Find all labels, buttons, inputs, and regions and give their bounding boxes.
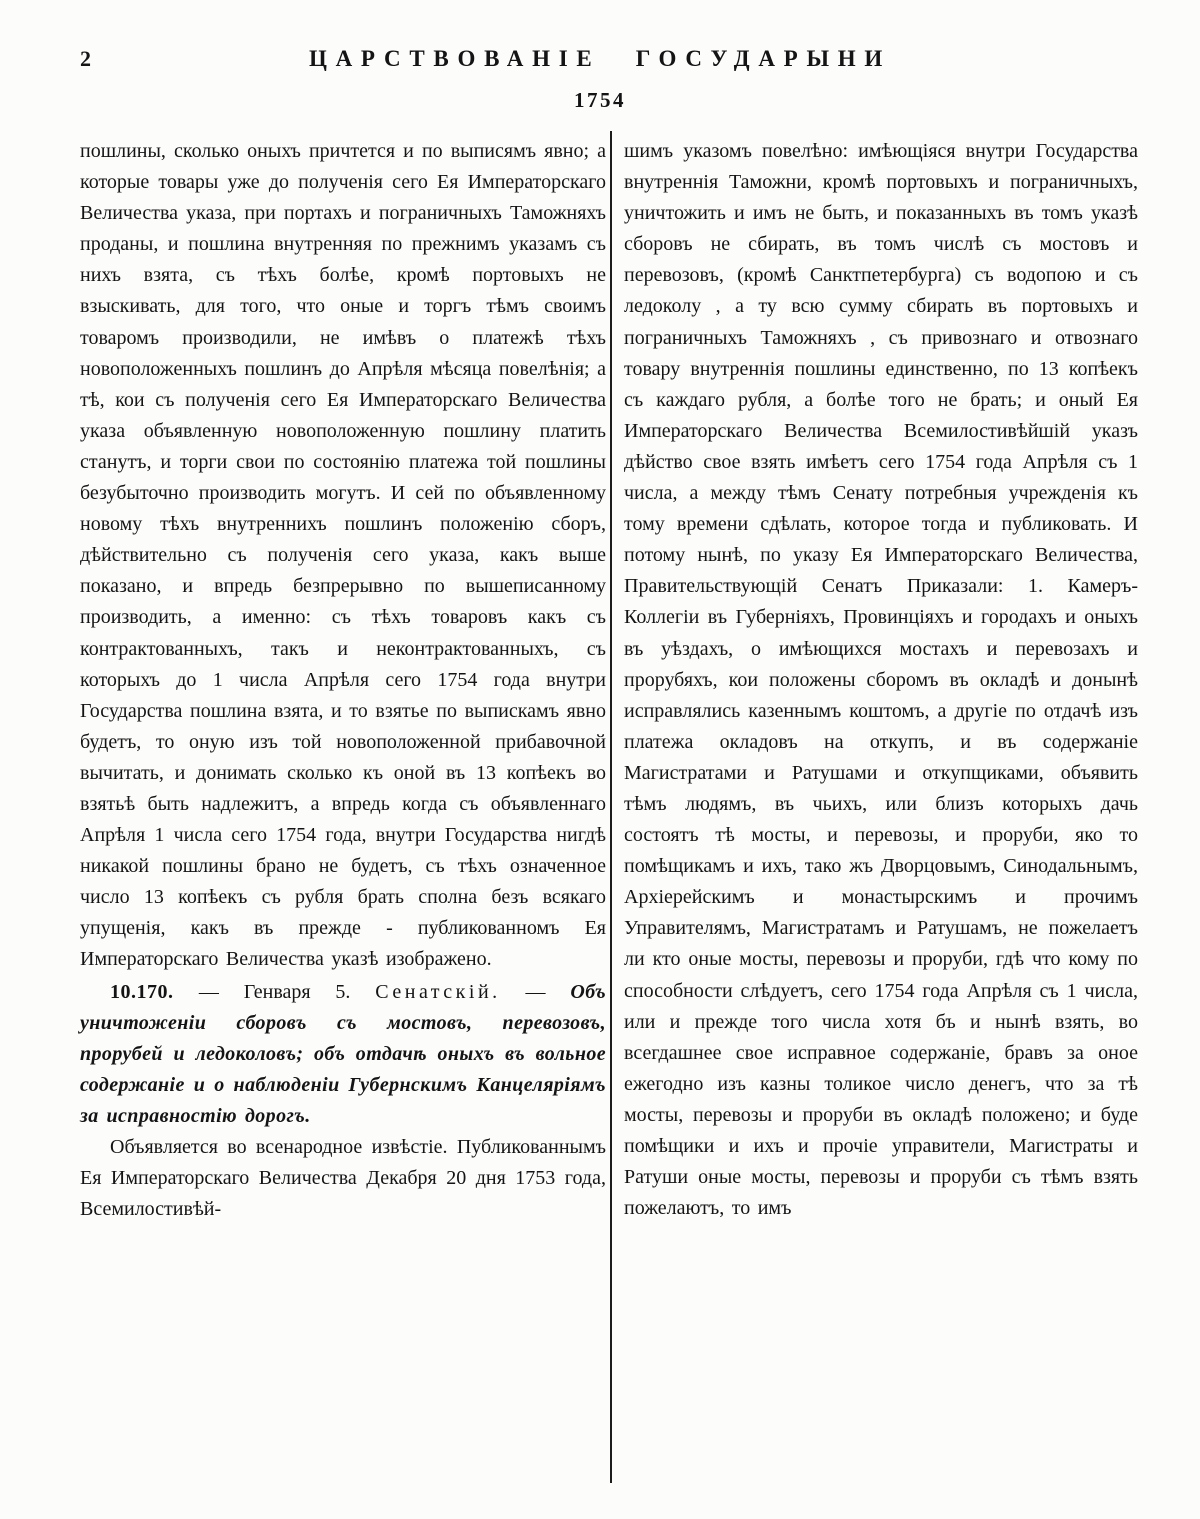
page-number: 2 (80, 46, 91, 71)
running-title: ЦАРСТВОВАНІЕ ГОСУДАРЫНИ (308, 46, 892, 71)
statute-title: Объ уничтоженіи сборовъ съ мостовъ, перевозовъ, прорубей и ледоколовъ; объ отдачѣ оныхъ въ вольное содержаніе и о наблюденіи Губернскимъ Канцеляріямъ за исправностію дорогъ. (80, 980, 607, 1127)
right-paragraph-continuation: шимъ указомъ повелѣно: имѣющіяся внутри Государства внутреннія Таможни, кромѣ портовыхъ и пограничныхъ, уничтожить и имъ не быть, и показанныхъ въ томъ указѣ сборовъ не сбирать, въ томъ числѣ съ мостовъ и перевозовъ, (кромѣ Санктпетербурга) съ водопою и съ ледоколу , а ту всю сумму сбирать въ портовыхъ и пограничныхъ Таможняхъ , съ привознаго и отвознаго товару внутреннія пошлины единственно, по 13 копѣекъ съ каждаго рубля, а болѣе того не брать; и оный Ея Императорскаго Величества Всемилостивѣйшій указъ дѣйство свое взять имѣетъ сего 1754 года Апрѣля съ 1 числа, а между тѣмъ Сенату потребныя учрежденія къ тому времени сдѣлать, которое тогда и публиковать. И потому нынѣ, по указу Ея Императорскаго Величества, Правительствующій Сенатъ Приказали: 1. Камеръ-Коллегіи въ Губерніяхъ, Провинціяхъ и городахъ и оныхъ въ уѣздахъ, о имѣющихся мостахъ и перевозахъ и прорубяхъ, кои положены сборомъ въ окладѣ и донынѣ исправлялись казеннымъ коштомъ, а другіе по отдачѣ изъ платежа окладовъ на откупъ, и въ содержаніе Магистратами и Ратушами и откупщиками, объявить тѣмъ людямъ, въ чьихъ, или близъ которыхъ дачь состоятъ тѣ мосты, и перевозы, и проруби, яко то помѣщикамъ и ихъ, тако жъ Дворцовымъ, Синодальнымъ, Архіерейскимъ и монастырскимъ и прочимъ Управителямъ, Магистратамъ и Ратушамъ, не пожелаетъ ли кто оные мосты, перевозы и проруби, гдѣ что кому по способности слѣдуетъ, сего 1754 года Апрѣля съ 1 числа, или и прежде того числа хотя бъ и нынѣ взять, во всегдашнее свое исправное содержаніе, бравъ за оное ежегодно изъ казны толикое число денегъ, что за тѣ мосты, перевозы и проруби въ окладѣ положено; и буде помѣщики и ихъ и прочіе управители, Магистраты и Ратуши оные мосты, перевозы и проруби съ тѣмъ взять пожелаютъ, то имъ (624, 140, 1138, 1220)
running-year: 1754 (573, 88, 627, 112)
statute-type: Сенатскій. (375, 980, 501, 1003)
statute-date: — Генваря 5. (198, 980, 376, 1003)
statute-dash: — (500, 980, 571, 1003)
left-paragraph-continuation: пошлины, сколько оныхъ причтется и по выписямъ явно; а которые товары уже до полученія сего Ея Императорскаго Величества указа, при портахъ и пограничныхъ Таможняхъ проданы, и пошлина внутренняя по прежнимъ указамъ съ нихъ взята, съ тѣхъ болѣе, кромѣ портовыхъ не взыскивать, для того, что оные и торгъ тѣмъ своимъ товаромъ производили, не имѣвъ о платежѣ тѣхъ новоположенныхъ пошлинъ до Апрѣля мѣсяца повелѣнія; а тѣ, кои съ полученія сего Ея Императорскаго Величества указа объявленную новоположенную пошлину платить станутъ, и торги свои по состоянію платежа той пошлины безубыточно производить могутъ. И сей по объявленному новому тѣхъ внутреннихъ пошлинъ положенію сборъ, дѣйствительно съ полученія сего указа, какъ выше показано, и впредь безпрерывно по вышеписанному производить, а именно: съ тѣхъ товаровъ какъ съ контрактованныхъ, такъ и неконтрактованныхъ, съ которыхъ до 1 числа Апрѣля сего 1754 года внутри Государства пошлина взята, и то взятье по выпискамъ явно будетъ, то оную изъ той новоположенной прибавочной вычитать, и донимать сколько къ оной въ 13 копѣекъ во взятьѣ быть надлежитъ, а впредь когда съ объявленнаго Апрѣля 1 числа сего 1754 года, внутри Государства нигдѣ никакой пошлины брано не будетъ, съ тѣхъ означенное число 13 копѣекъ съ рубля брать сполна безъ всякаго упущенія, какъ въ прежде - публикованномъ Ея Императорскаго Величества указѣ изображено. (80, 140, 606, 971)
statute-heading (80, 977, 606, 1132)
left-paragraph-announcement: Объявляется во всенародное извѣстіе. Публикованнымъ Ея Императорскаго Величества Декабря 20 дня 1753 года, Всемилостивѣй- (80, 1136, 606, 1221)
statute-number: 10.170. (110, 980, 199, 1003)
left-column (80, 136, 606, 1225)
column-divider (610, 131, 612, 1483)
right-column (624, 136, 1138, 1224)
